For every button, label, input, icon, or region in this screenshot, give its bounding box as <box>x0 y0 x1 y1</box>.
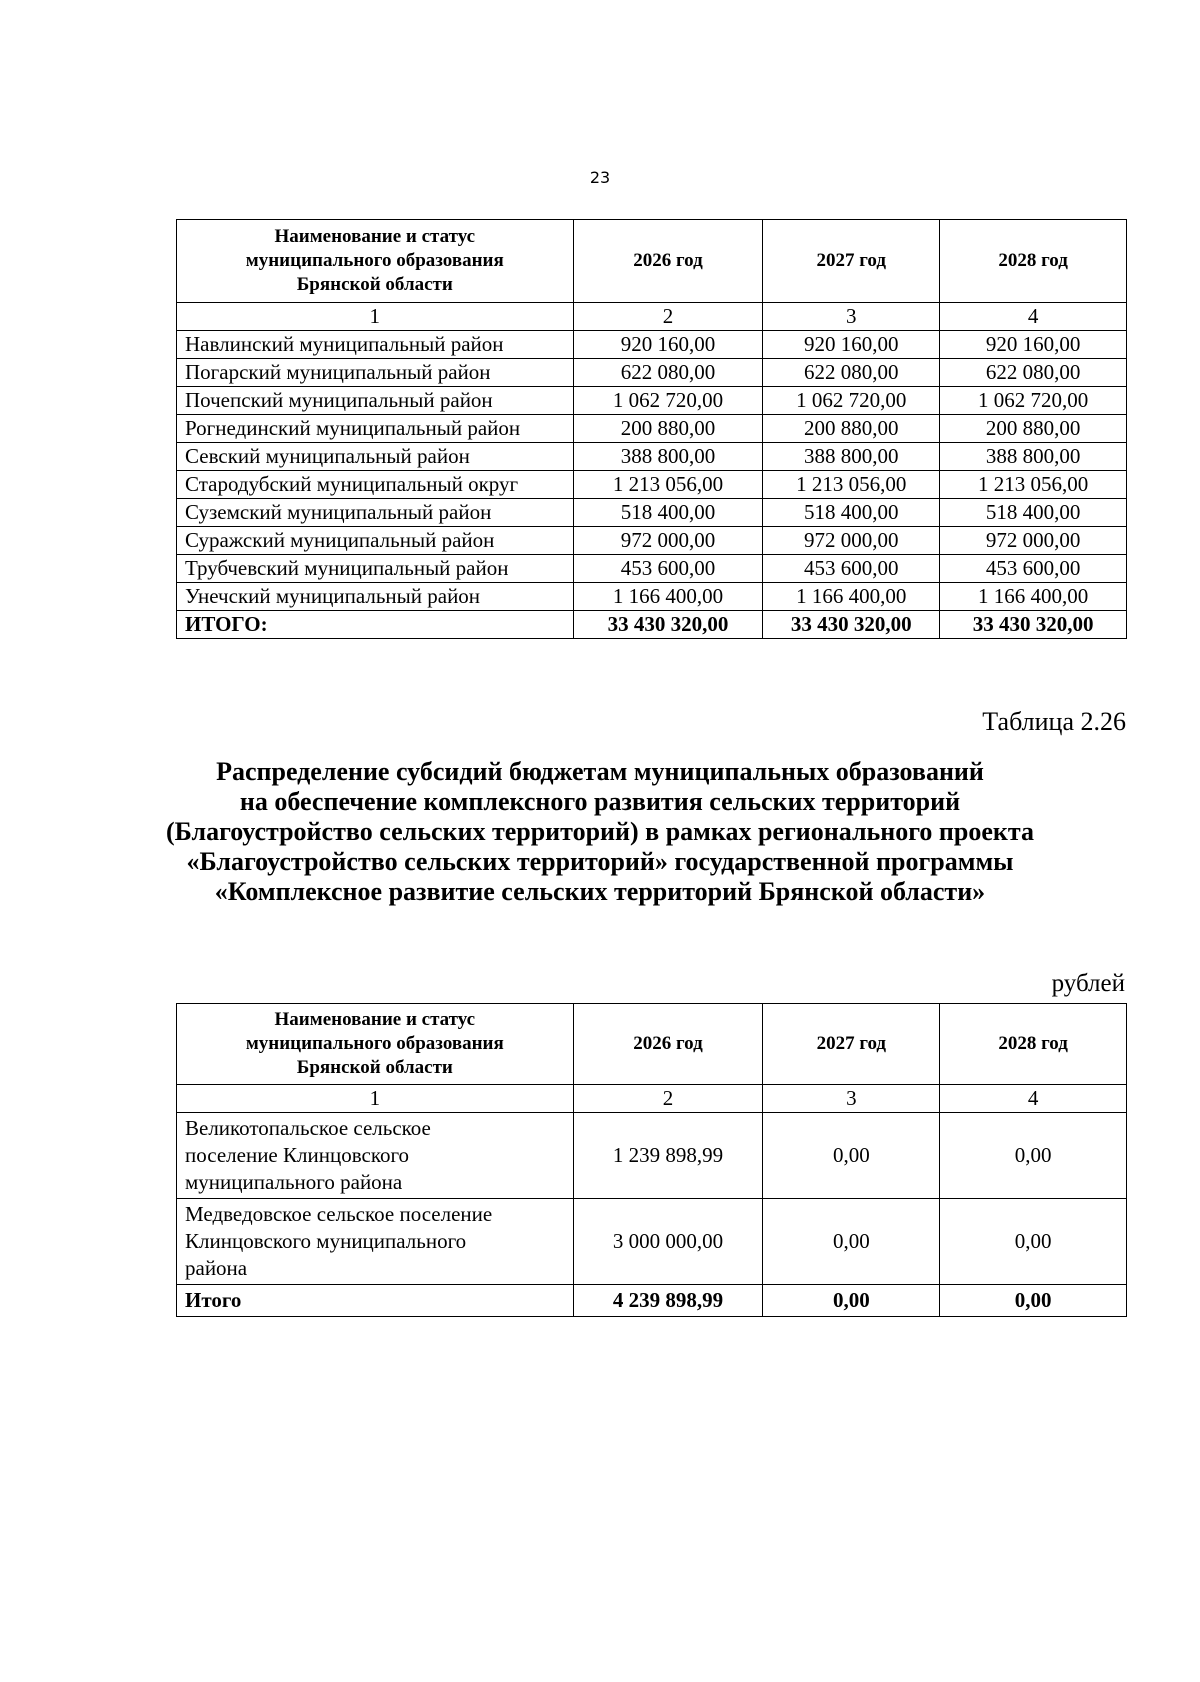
column-index: 3 <box>763 1085 940 1113</box>
total-2027: 0,00 <box>763 1285 940 1317</box>
header-year-2027: 2027 год <box>763 1004 940 1085</box>
value-2027: 622 080,00 <box>763 359 940 387</box>
municipality-name: Севский муниципальный район <box>177 443 574 471</box>
municipality-name: Навлинский муниципальный район <box>177 331 574 359</box>
column-index: 1 <box>177 1085 574 1113</box>
table-row <box>177 415 1127 443</box>
value-2028: 1 062 720,00 <box>940 387 1127 415</box>
subsidy-table-continued <box>176 219 1127 639</box>
title-line: (Благоустройство сельских территорий) в рамках регионального проекта <box>166 817 1034 846</box>
table-header-row <box>177 220 1127 303</box>
header-year-2026: 2026 год <box>573 220 763 303</box>
municipality-name <box>177 1199 574 1285</box>
title-line: на обеспечение комплексного развития сельских территорий <box>239 787 961 816</box>
table-header-row <box>177 1004 1127 1085</box>
table-row <box>177 527 1127 555</box>
table-row <box>177 387 1127 415</box>
value-2026: 453 600,00 <box>573 555 763 583</box>
header-line: муниципального образования <box>245 250 504 271</box>
column-index: 2 <box>573 303 763 331</box>
value-2026: 1 062 720,00 <box>573 387 763 415</box>
municipality-name: Суземский муниципальный район <box>177 499 574 527</box>
column-index-row <box>177 1085 1127 1113</box>
value-2028: 622 080,00 <box>940 359 1127 387</box>
value-2026: 1 239 898,99 <box>573 1113 763 1199</box>
value-2026: 920 160,00 <box>573 331 763 359</box>
value-2028: 0,00 <box>940 1199 1127 1285</box>
value-2027: 518 400,00 <box>763 499 940 527</box>
value-2026: 388 800,00 <box>573 443 763 471</box>
table-row <box>177 359 1127 387</box>
value-2026: 972 000,00 <box>573 527 763 555</box>
header-line: Наименование и статус <box>274 1009 476 1030</box>
table-row <box>177 583 1127 611</box>
value-2028: 388 800,00 <box>940 443 1127 471</box>
value-2026: 3 000 000,00 <box>573 1199 763 1285</box>
header-year-2026: 2026 год <box>573 1004 763 1085</box>
table-row <box>177 1199 1127 1285</box>
total-row <box>177 611 1127 639</box>
total-2028: 0,00 <box>940 1285 1127 1317</box>
municipality-name-line: муниципального района <box>185 1170 403 1194</box>
municipality-name <box>177 1113 574 1199</box>
table-row <box>177 471 1127 499</box>
value-2028: 1 166 400,00 <box>940 583 1127 611</box>
header-year-2028: 2028 год <box>940 220 1127 303</box>
municipality-name: Рогнединский муниципальный район <box>177 415 574 443</box>
total-2026: 33 430 320,00 <box>573 611 763 639</box>
title-line: «Комплексное развитие сельских территорий Брянской области» <box>214 877 986 906</box>
value-2027: 972 000,00 <box>763 527 940 555</box>
municipality-name-line: Великотопальское сельское <box>185 1116 431 1140</box>
municipality-name-line: Клинцовского муниципального <box>185 1229 467 1253</box>
municipality-name: Суражский муниципальный район <box>177 527 574 555</box>
column-index: 4 <box>940 303 1127 331</box>
value-2027: 0,00 <box>763 1113 940 1199</box>
table-row <box>177 443 1127 471</box>
value-2026: 1 213 056,00 <box>573 471 763 499</box>
table-number: Таблица 2.26 <box>982 707 1126 736</box>
value-2028: 1 213 056,00 <box>940 471 1127 499</box>
value-2027: 200 880,00 <box>763 415 940 443</box>
header-line: Брянской области <box>296 1057 453 1078</box>
column-index: 3 <box>763 303 940 331</box>
value-2027: 920 160,00 <box>763 331 940 359</box>
value-2028: 972 000,00 <box>940 527 1127 555</box>
header-municipality <box>177 220 574 303</box>
value-2028: 518 400,00 <box>940 499 1127 527</box>
column-index: 2 <box>573 1085 763 1113</box>
table-row <box>177 499 1127 527</box>
page-number: 23 <box>589 168 611 187</box>
value-2026: 622 080,00 <box>573 359 763 387</box>
value-2027: 1 166 400,00 <box>763 583 940 611</box>
total-row <box>177 1285 1127 1317</box>
municipality-name: Погарский муниципальный район <box>177 359 574 387</box>
value-2026: 1 166 400,00 <box>573 583 763 611</box>
total-2027: 33 430 320,00 <box>763 611 940 639</box>
value-2027: 388 800,00 <box>763 443 940 471</box>
municipality-name: Унечский муниципальный район <box>177 583 574 611</box>
municipality-name-line: Медведовское сельское поселение <box>185 1202 493 1226</box>
subsidy-table-2-26 <box>176 1003 1127 1317</box>
value-2027: 0,00 <box>763 1199 940 1285</box>
title-line: «Благоустройство сельских территорий» государственной программы <box>186 847 1014 876</box>
value-2028: 453 600,00 <box>940 555 1127 583</box>
header-year-2028: 2028 год <box>940 1004 1127 1085</box>
header-municipality <box>177 1004 574 1085</box>
value-2027: 453 600,00 <box>763 555 940 583</box>
total-label: ИТОГО: <box>177 611 574 639</box>
title-line: Распределение субсидий бюджетам муниципальных образований <box>216 757 984 786</box>
header-line: муниципального образования <box>245 1033 504 1054</box>
column-index: 1 <box>177 303 574 331</box>
value-2028: 200 880,00 <box>940 415 1127 443</box>
municipality-name: Почепский муниципальный район <box>177 387 574 415</box>
column-index: 4 <box>940 1085 1127 1113</box>
total-label: Итого <box>177 1285 574 1317</box>
table-row <box>177 1113 1127 1199</box>
header-line: Брянской области <box>296 274 453 295</box>
header-year-2027: 2027 год <box>763 220 940 303</box>
table-row <box>177 331 1127 359</box>
municipality-name: Стародубский муниципальный округ <box>177 471 574 499</box>
value-2026: 518 400,00 <box>573 499 763 527</box>
municipality-name-line: поселение Клинцовского <box>185 1143 410 1167</box>
municipality-name: Трубчевский муниципальный район <box>177 555 574 583</box>
value-2026: 200 880,00 <box>573 415 763 443</box>
unit-label: рублей <box>1051 970 1125 997</box>
table-row <box>177 555 1127 583</box>
total-2026: 4 239 898,99 <box>573 1285 763 1317</box>
total-2028: 33 430 320,00 <box>940 611 1127 639</box>
value-2028: 0,00 <box>940 1113 1127 1199</box>
value-2028: 920 160,00 <box>940 331 1127 359</box>
value-2027: 1 062 720,00 <box>763 387 940 415</box>
column-index-row <box>177 303 1127 331</box>
table-title <box>0 757 1200 907</box>
header-line: Наименование и статус <box>274 226 476 247</box>
value-2027: 1 213 056,00 <box>763 471 940 499</box>
municipality-name-line: района <box>185 1256 248 1280</box>
